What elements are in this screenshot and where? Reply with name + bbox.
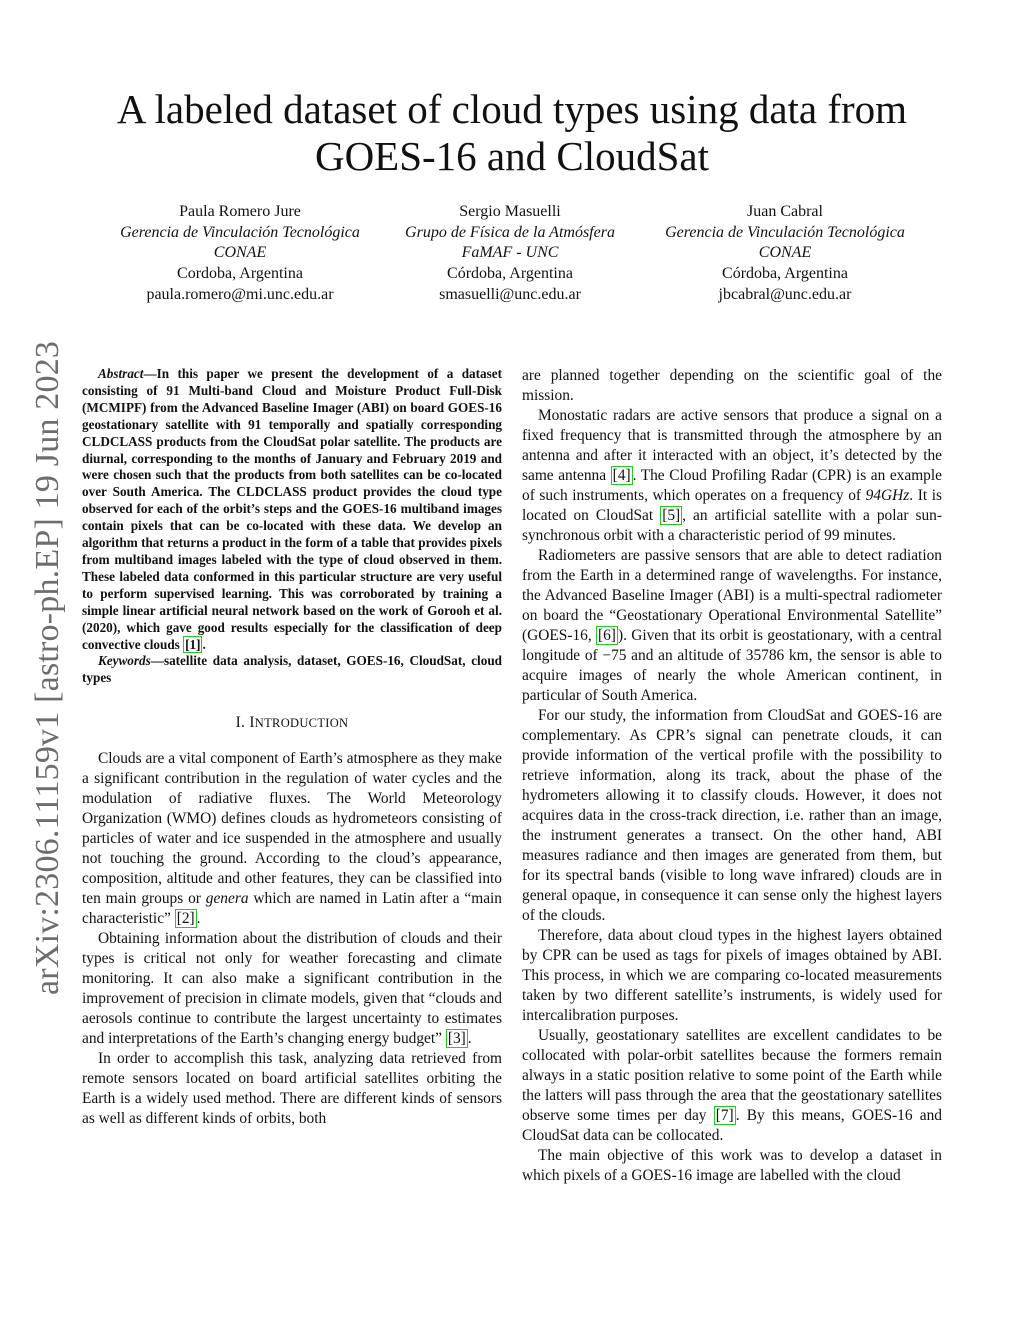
author-block-2: [365, 202, 655, 306]
author-email[interactable]: paula.romero@mi.unc.edu.ar: [146, 285, 334, 303]
keywords: [82, 653, 502, 687]
math-expression: 94GHz: [865, 487, 910, 504]
body-paragraph: In order to accomplish this task, analyzing data retrieved from remote sensors located on board artificial satellites orbiting the Earth is a widely used method. There are different kinds of sensors as well as different kinds of orbits, both: [82, 1050, 502, 1128]
body-paragraph: are planned together depending on the scientific goal of the mission.: [522, 367, 942, 404]
left-column: [82, 366, 502, 1129]
author-block-1: [95, 202, 385, 306]
citation-link[interactable]: [5]: [662, 507, 681, 524]
right-column: [522, 366, 942, 1186]
arxiv-stamp: [5, 335, 66, 995]
section-heading: I. INTRODUCTION: [235, 714, 349, 732]
abstract-text: —In this paper we present the development of a dataset consisting of 91 Multi-band Cloud and Moisture Product Full-Disk (MCMIPF) from the Advanced Baseline Imager (ABI) on board GOES-16 geostationary satellite with 91 temporally and spatially corresponding CLDCLASS products from the CloudSat polar satellite. The products are diurnal, corresponding to the months of January and February 2019 and were chosen such that the products from both satellites can be co-located over South America. The CLDCLASS product provides the cloud type observed for each of the orbit’s steps and the GOES-16 multiband images contain pixels that can be co-located with these data. We develop an algorithm that returns a product in the form of a table that provides pixels from multiband images labeled with the type of cloud observed in them. These labeled data conformed in this particular structure are very useful to perform supervised learning. This was corroborated by training a simple linear artificial neural network based on the work of Gorooh et al. (2020), which gave good results especially for the classification of deep convective clouds: [82, 366, 502, 652]
citation-link[interactable]: [6]: [597, 627, 616, 644]
abstract: Abstract—In this paper we present the development of a dataset consisting of 91 Multi-band Cloud and Moisture Product Full-Disk (MCMIPF) from the Advanced Baseline Imager (ABI) on board GOES-16 geostationary satellite with 91 temporally and spatially corresponding CLDCLASS products from the CloudSat polar satellite. The products are diurnal, corresponding to the months of January and February 2019 and were chosen such that the products from both satellites can be co-located over South America. The CLDCLASS product provides the cloud type observed for each of the orbit’s steps and the GOES-16 multiband images contain pixels that can be co-located with these data. We develop an algorithm that returns a product in the form of a table that provides pixels from multiband images labeled with the type of cloud observed in them. These labeled data conformed in this particular structure are very useful to perform supervised learning. This was corroborated by training a simple linear artificial neural network based on the work of Gorooh et al. (2020), which gave good results especially for the classification of deep convective clouds [1] .: [82, 366, 502, 652]
body-paragraph: Radiometers are passive sensors that are able to detect radiation from the Earth in a determined range of wavelengths. For instance, the Advanced Baseline Imager (ABI) is a multi-spectral radiometer on board the “Geostationary Operational Environmental Satellite” (GOES-16, [6] ). Given that its orbit is geostationary, with a central longitude of −75 and an altitude of 35786 km, the sensor is able to acquire images of nearly the whole American continent, in particular of South America.: [522, 547, 943, 704]
author-affiliation: Gerencia de Vinculación Tecnológica: [665, 223, 905, 241]
citation-link[interactable]: [1]: [185, 636, 201, 652]
citation-link[interactable]: [3]: [447, 1030, 466, 1048]
body-paragraph: Obtaining information about the distribution of clouds and their types is critical not only for weather forecasting and climate monitoring. It can also make a significant contribution in the improvement of precision in climate models, given that “clouds and aerosols continue to contribute the largest uncertainty to estimates and interpretations of the Earth’s changing energy budget” [3] .: [82, 930, 502, 1048]
author-name: Juan Cabral: [747, 203, 823, 220]
author-affiliation-org: CONAE: [213, 244, 267, 262]
author-email[interactable]: jbcabral@unc.edu.ar: [718, 285, 852, 303]
body-paragraph: The main objective of this work was to develop a dataset in which pixels of a GOES-16 image are labelled with the cloud: [522, 1147, 942, 1184]
author-location: Córdoba, Argentina: [722, 265, 848, 283]
author-name: Sergio Masuelli: [459, 203, 561, 220]
body-paragraph: Usually, geostationary satellites are excellent candidates to be collocated with polar-orbit satellites because the formers remain always in a static position relative to some point of the Earth while the latters will pass through the area that the geostationary satellites observe some times per day [7] . By this means, GOES-16 and CloudSat data can be collocated.: [522, 1027, 942, 1144]
author-email[interactable]: smasuelli@unc.edu.ar: [439, 285, 581, 303]
abstract-label: Abstract: [98, 366, 144, 381]
keywords-text: —satellite data analysis, dataset, GOES-16, CloudSat, cloud types: [82, 653, 502, 686]
author-affiliation: Gerencia de Vinculación Tecnológica: [120, 223, 360, 241]
author-name: Paula Romero Jure: [179, 203, 301, 220]
arxiv-identifier: arXiv:2306.11159v1 [astro-ph.EP] 19 Jun 2023: [29, 340, 66, 995]
body-paragraph: Clouds are a vital component of Earth’s atmosphere as they make a significant contribution in the regulation of water cycles and the modulation of radiative fluxes. The World Meteorology Organization (WMO) defines clouds as hydrometeors consisting of particles of water and ice suspended in the atmosphere and usually not touching the ground. According to the cloud’s appearance, composition, altitude and other features, they can be classified into ten main groups or genera which are named in Latin after a “main characteristic” [2] .: [82, 750, 502, 928]
author-block-3: [640, 202, 930, 306]
citation-link[interactable]: [7]: [715, 1107, 734, 1124]
body-paragraph: Therefore, data about cloud types in the highest layers obtained by CPR can be used as tags for pixels of images obtained by ABI. This process, in which we are comparing co-located measurements taken by two different satellite’s instruments, is widely used for intercalibration purposes.: [522, 927, 942, 1024]
body-paragraph: For our study, the information from CloudSat and GOES-16 are complementary. As CPR’s signal can penetrate clouds, it can provide information of the vertical profile with the possibility to retrieve information, along its track, about the phase of the hydrometers allowing it to classify clouds. However, it does not acquires data in the cross-track direction, i.e. rather than an image, the instrument generates a transect. On the other hand, ABI measures radiance and then images are generated from them, but for its spectral bands (visible to long wave infrared) clouds are in general opaque, in consequence it can sense only the highest layers of the clouds.: [522, 707, 942, 924]
paper-title: A labeled dataset of cloud types using data from GOES-16 and CloudSat: [116, 86, 908, 179]
keywords-label: Keywords: [98, 653, 151, 669]
author-location: Cordoba, Argentina: [177, 265, 303, 283]
author-location: Córdoba, Argentina: [447, 265, 573, 283]
citation-link[interactable]: [4]: [612, 467, 631, 484]
citation-link[interactable]: [2]: [176, 910, 195, 928]
author-affiliation-org: CONAE: [758, 244, 812, 262]
body-paragraph: Monostatic radars are active sensors that produce a signal on a fixed frequency that is transmitted through the atmosphere by an antenna and after it interacted with an object, it’s detected by the same antenna [4] . The Cloud Profiling Radar (CPR) is an example of such instruments, which operates on a frequency of 94GHz. It is located on CloudSat [5] , an artificial satellite with a polar sun-synchronous orbit with a characteristic period of 99 minutes.: [522, 407, 942, 544]
math-expression: −75: [602, 647, 627, 664]
author-affiliation: Grupo de Física de la Atmósfera: [405, 223, 615, 241]
author-affiliation-org: FaMAF - UNC: [461, 244, 559, 262]
